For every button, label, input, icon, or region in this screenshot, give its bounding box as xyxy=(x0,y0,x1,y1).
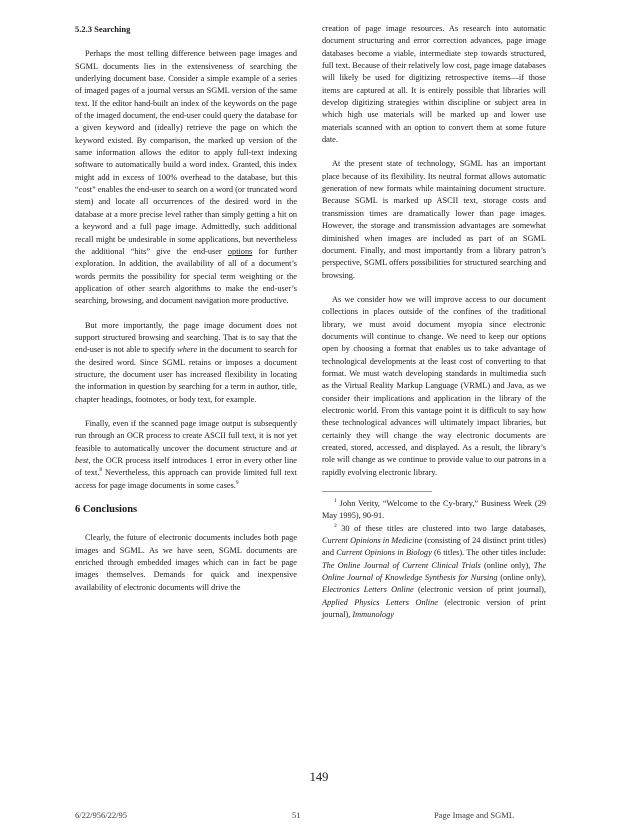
footnote-divider xyxy=(322,491,432,492)
footer-date: 6/22/956/22/95 xyxy=(75,810,127,820)
paragraph-searching-3: Finally, even if the scanned page image output is subsequently run through an OCR process to create ASCII full text, it is not yet feasible to automatically uncover the document structure and at best, the OCR process itself introduces 1 error in every other line of text.$^8$ Nevertheless, this approach can provide limited full text access for page image documents in some cases.$^9$ xyxy=(75,418,297,490)
paragraph-searching-1: Perhaps the most telling difference between page images and SGML documents lies in the extensiveness of searching the underlying document base. Consider a simple example of a series of imaged pages of a journal versus an SGML version of the same text. If the editor hand-built an index of the keywords on the page of the imaged document, the end-user could query the database for a given keyword and (ideally) retrieve the page on which the keyword existed. By comparison, the marked up version of the same information allows the editor to apply full-text indexing software to automatically build a word index. Granted, this index might add in excess of 100% overhead to the database, but this “cost” enables the end-user to search on a word (or truncated word stem) and locate all occurrences of the desired word in the database at a more precise level rather than simply getting a hit on a keyword and a full page image. Admittedly, such additional recall might be undesirable in some applications, but nevertheless the additional “hits” give the end-user options for further exploration. In addition, the availability of all of a document’s words permits the possibility for special term weighting or the application of other search algorithms to make the end-user’s searching, browsing, and document navigation more productive. xyxy=(75,49,297,306)
paragraph-searching-2: But more importantly, the page image document does not support structured browsing and searching. That is to say that the end-user is not able to specify where in the document to search for the desired word. Since SGML retains or imposes a document structure, the document user has increased flexibility in locating the information in question by searching for a term in author, title, chapter headings, footnotes, or body text, for example. xyxy=(75,320,297,404)
footnote-1: $^1$ John Verity, “Welcome to the Cy-brary,” Business Week (29 May 1995), 90-91. xyxy=(322,498,546,521)
paragraph-conclusions-1: Clearly, the future of electronic documents includes both page images and SGML. As we have seen, SGML documents are enriched through embedded images which can in fact be page images themselves. Demands for quick and inexpensive availability of electronic documents will drive the xyxy=(75,533,297,592)
page-number: 149 xyxy=(309,770,329,784)
footnote-ref-9: 9 xyxy=(235,479,239,486)
footer-page-count: 51 xyxy=(292,810,301,820)
left-column xyxy=(75,23,297,606)
footnote-2: $^2$ 30 of these titles are clustered into two large databases, Current Opinions in Medicine (consisting of 24 distinct print titles) and Current Opinions in Biology (6 titles). The other titles include: The Online Journal of Current Clinical Trials (online only), The Online Journal of Knowledge Synthesis for Nursing (online only), Electronics Letters Online (electronic version of print journal), Applied Physics Letters Online (electronic version of print journal), Immunology xyxy=(322,522,547,620)
section-heading: 6 Conclusions xyxy=(75,504,138,516)
right-column xyxy=(322,23,546,621)
paragraph-conclusions-2: creation of page image resources. As research into automatic document structuring and error correction advances, page image databases become a viable, intermediate step towards structured, full text. Because of their relatively low cost, page image databases will likely be used for digitizing retrospective items—if those items are captured at all. It is entirely possible that libraries will develop digitizing strategies within discipline or subject area in which high use materials will be marked up and lower use materials scanned with an option to convert them at some future date. xyxy=(322,24,546,145)
paragraph-conclusions-3: At the present state of technology, SGML has an important place because of its flexibility. Its neutral format allows automatic generation of new formats while maintaining document structure. Because SGML is marked up ASCII text, storage costs and transmission times are dramatically lower than page images. However, the storage and transmission advantages are somewhat diminished when images are included as part of an SGML document. Finally, and most importantly from a library patron’s perspective, SGML offers possibilities for structured searching and browsing. xyxy=(322,159,546,280)
paragraph-conclusions-4: As we consider how we will improve access to our document collections in places outside of the confines of the traditional library, we must avoid document myopia since electronic documents will continue to change. We need to keep our options open by choosing a format that enables us to take advantage of technological developments at the least cost of converting to that format. We must watch developing standards in multimedia such as the Virtual Reality Markup Language (VRML) and Java, as we consider their implications and application in the library of the electronic world. From this vantage point it is difficult to say how these technological advances will ultimately impact libraries, but certainly they will change the way electronic documents are created, stored, accessed, and displayed. As a result, the library’s role will change as we continue to provide value to our patrons in a rapidly evolving electronic library. xyxy=(322,294,546,477)
footnote-ref-8: 8 xyxy=(99,467,103,474)
footer-title: Page Image and SGML xyxy=(434,810,515,820)
subsection-heading: 5.2.3 Searching xyxy=(75,24,131,34)
